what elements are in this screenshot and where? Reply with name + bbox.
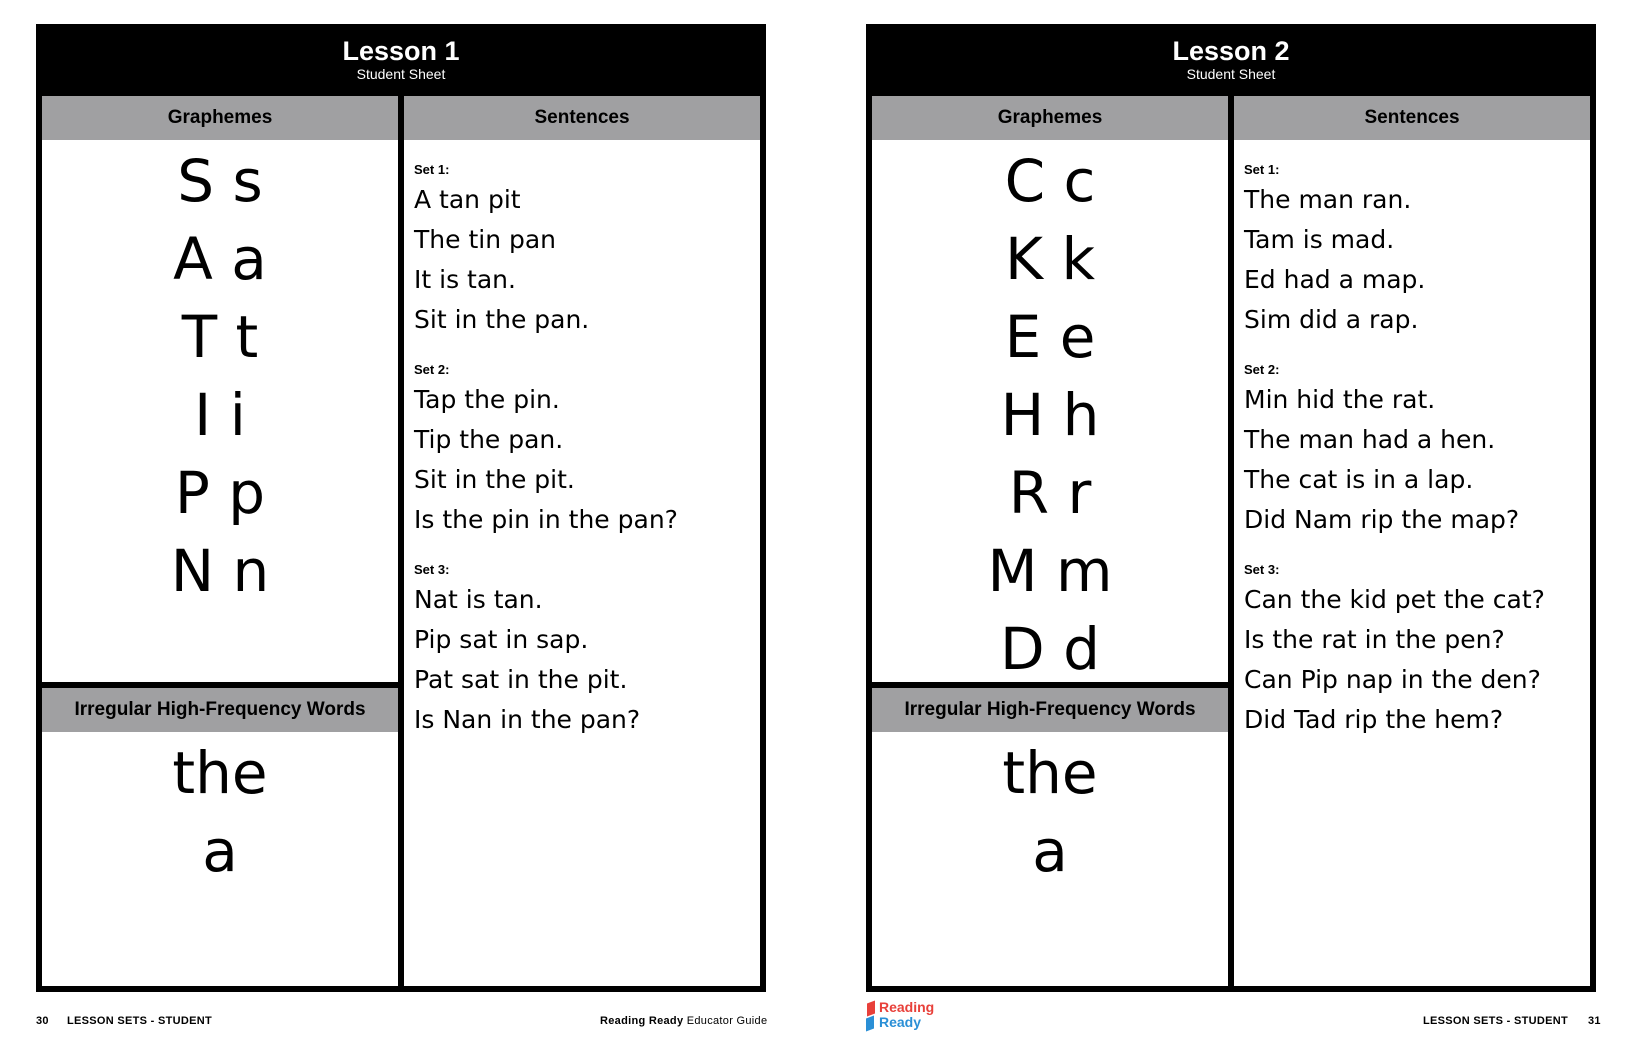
set-label: Set 1: (414, 162, 450, 177)
guide-brand: Reading Ready (600, 1015, 684, 1027)
lesson-2-hfw-panel (872, 732, 1228, 986)
sentence-item: Did Tad rip the hem? (1244, 705, 1504, 734)
guide-title (600, 1015, 767, 1027)
hfw-word-item: the (172, 739, 268, 807)
lesson-1-header (36, 24, 766, 96)
sentence-item: Pip sat in sap. (414, 625, 589, 654)
guide-rest: Educator Guide (686, 1015, 768, 1027)
hfw-word-item: a (202, 817, 238, 885)
lesson-2-sentences-header: Sentences (1234, 96, 1590, 140)
sentence-item: Nat is tan. (414, 585, 543, 614)
sentence-item: The man had a hen. (1244, 425, 1496, 454)
sentence-set (414, 362, 760, 540)
lesson-1-grapheme-list (42, 140, 398, 610)
lesson-2-grapheme-list (872, 140, 1228, 688)
sentence-item: Sim did a rap. (1244, 305, 1419, 334)
right-section-label: LESSON SETS - STUDENT (1423, 1015, 1569, 1027)
sentence-item: The man ran. (1244, 185, 1412, 214)
lesson-2-header (866, 24, 1596, 96)
grapheme-item: H h (1000, 381, 1100, 449)
lesson-1-hfw-panel (42, 732, 398, 986)
grapheme-item: K k (1004, 225, 1096, 293)
grapheme-item: A a (173, 225, 267, 293)
sentence-item: A tan pit (414, 185, 521, 214)
lesson-2-title: Lesson 2 (1172, 36, 1290, 66)
logo-line-2: Ready (879, 1014, 922, 1030)
right-page-number: 31 (1588, 1015, 1601, 1027)
set-label: Set 3: (1244, 562, 1280, 577)
sentence-item: Tam is mad. (1244, 225, 1395, 254)
logo-text (879, 1000, 934, 1030)
logo-line-1: Reading (879, 999, 935, 1015)
hfw-word-item: the (1002, 739, 1098, 807)
sentence-item: Tip the pan. (414, 425, 564, 454)
sentence-set (1244, 562, 1590, 740)
sentence-item: Tap the pin. (414, 385, 560, 414)
hfw-word-item: a (1032, 817, 1068, 885)
lesson-2-sheet (866, 24, 1596, 992)
sentence-set (414, 562, 760, 740)
sentence-item: The cat is in a lap. (1244, 465, 1474, 494)
set-label: Set 3: (414, 562, 450, 577)
lesson-1-title: Lesson 1 (342, 36, 460, 66)
logo-mark-icon (866, 1002, 875, 1030)
lesson-2-sentence-sets (1234, 140, 1590, 740)
lesson-1-graphemes-panel (42, 140, 398, 682)
sentence-set (1244, 162, 1590, 340)
sentence-item: The tin pan (414, 225, 557, 254)
left-page-number: 30 (36, 1015, 49, 1027)
sentence-item: It is tan. (414, 265, 516, 294)
lesson-2-hfw-header: Irregular High-Frequency Words (872, 688, 1228, 732)
sentence-item: Is the rat in the pen? (1244, 625, 1505, 654)
sentence-set (1244, 362, 1590, 540)
lesson-1-subtitle: Student Sheet (356, 66, 446, 82)
lesson-1-sentences-panel (404, 140, 760, 986)
lesson-2-sentences-panel (1234, 140, 1590, 986)
set-label: Set 2: (414, 362, 450, 377)
sentence-item: Did Nam rip the map? (1244, 505, 1520, 534)
lesson-1-hfw-header: Irregular High-Frequency Words (42, 688, 398, 732)
sentence-item: Can Pip nap in the den? (1244, 665, 1541, 694)
lesson-2-subtitle: Student Sheet (1186, 66, 1276, 82)
sentence-item: Is the pin in the pan? (414, 505, 678, 534)
grapheme-item: P p (174, 459, 266, 527)
lesson-1-sentence-sets (404, 140, 760, 740)
grapheme-item: N n (170, 537, 270, 605)
set-label: Set 2: (1244, 362, 1280, 377)
lesson-2-graphemes-header: Graphemes (872, 96, 1228, 140)
grapheme-item: E e (1004, 303, 1096, 371)
lesson-1-word-list (42, 732, 398, 890)
left-section-label: LESSON SETS - STUDENT (67, 1015, 213, 1027)
reading-ready-logo (866, 1000, 946, 1034)
sentence-item: Pat sat in the pit. (414, 665, 628, 694)
grapheme-item: S s (177, 147, 263, 215)
grapheme-item: D d (1000, 615, 1100, 683)
sentence-set (414, 162, 760, 340)
grapheme-item: I i (194, 381, 246, 449)
sentence-item: Can the kid pet the cat? (1244, 585, 1545, 614)
grapheme-item: M m (987, 537, 1113, 605)
lesson-2-graphemes-panel (872, 140, 1228, 682)
grapheme-item: C c (1004, 147, 1096, 215)
lesson-2-word-list (872, 732, 1228, 890)
lesson-1-sheet (36, 24, 766, 992)
set-label: Set 1: (1244, 162, 1280, 177)
lesson-1-graphemes-header: Graphemes (42, 96, 398, 140)
grapheme-item: T t (181, 303, 259, 371)
lesson-1-sentences-header: Sentences (404, 96, 760, 140)
sentence-item: Is Nan in the pan? (414, 705, 641, 734)
sentence-item: Sit in the pan. (414, 305, 590, 334)
sentence-item: Ed had a map. (1244, 265, 1426, 294)
sentence-item: Sit in the pit. (414, 465, 575, 494)
grapheme-item: R r (1008, 459, 1092, 527)
sentence-item: Min hid the rat. (1244, 385, 1436, 414)
